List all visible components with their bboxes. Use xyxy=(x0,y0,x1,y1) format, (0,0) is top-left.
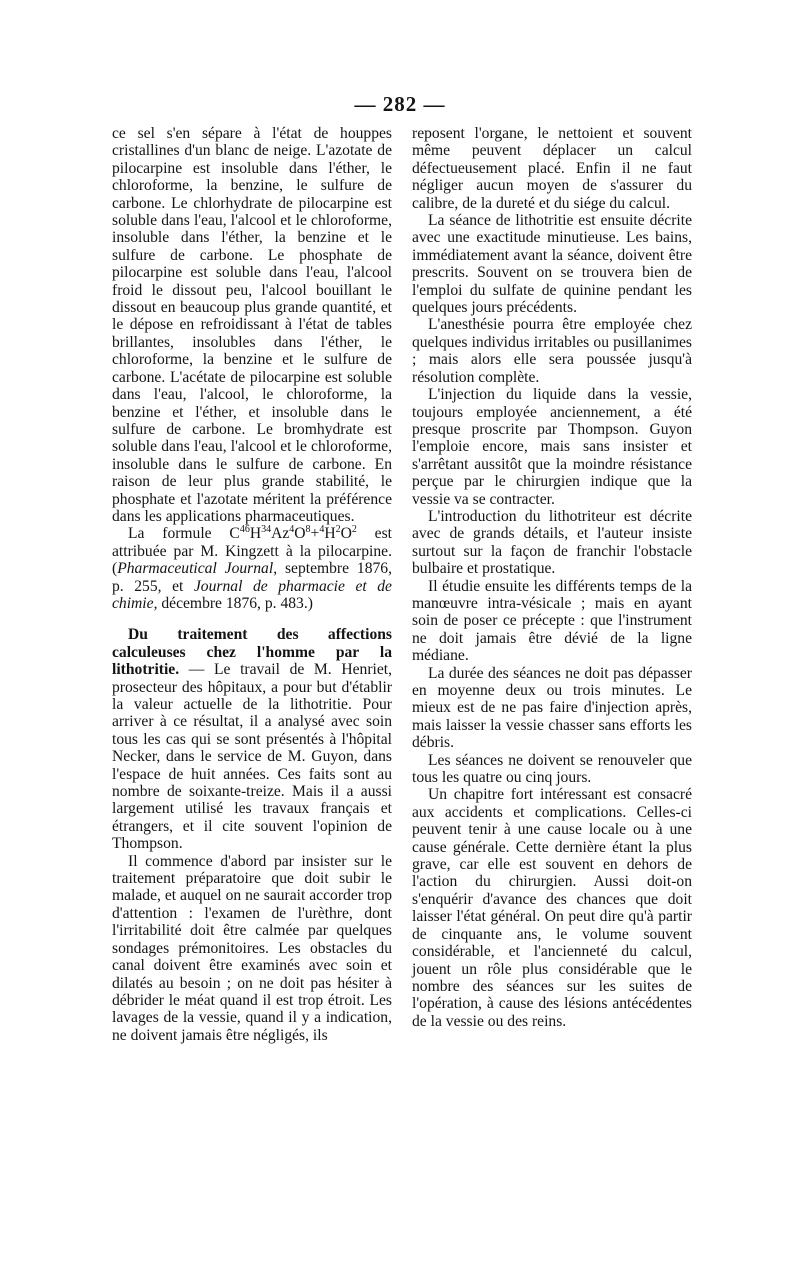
page-number: — 282 — xyxy=(354,92,446,116)
section-title: Du traitement des affections calculeuses chez l'homme par la lithotritie. xyxy=(112,626,392,679)
paragraph-lithotriteur: L'introduction du lithotriteur est décrite avec de grands détails, et l'auteur insiste surtout sur la façon de franchir l'obstacle bulbaire et prostatique. xyxy=(412,507,692,578)
paragraph-manoeuvre: Il étudie ensuite les différents temps de la manœuvre intra-vésicale ; mais en ayant soin de poser ce précepte : que l'instrument ne doit jamais être dévié de la ligne médiane. xyxy=(412,577,692,665)
formula-intro: La formule xyxy=(128,525,230,543)
paragraph-anesthesie: L'anesthésie pourra être employée chez quelques individus irritables ou pusillanimes ; mais alors elle sera poussée jusqu'à résolution complète. xyxy=(412,316,692,386)
paragraph-formula: La formule $C^{46}H^{34}Az^4O^8+^4H^2O^2$ est attribuée par M. Kingzett à la pilocarpine. (Pharmaceutical Journal, septembre 1876, p. 255, et Journal de pharmacie et de chimie, décembre 1876, p. 483.) xyxy=(112,524,392,612)
paragraph-continuation: reposent l'organe, le nettoient et souvent même peuvent déplacer un calcul défectueusement placé. Enfin il ne faut négliger aucun moyen de s'assurer du calibre, de la dureté et du siége du calcul. xyxy=(412,125,692,212)
section-intro: — Le travail de M. Henriet, prosecteur des hôpitaux, a pour but d'établir la valeur actuelle de la lithotritie. Pour arriver à ce résultat, il a analysé avec soin tous les cas qui se sont présentés à l'hôpital Necker, dans le service de M. Guyon, dans l'espace de huit années. Ces faits sont au nombre de soixante-treize. Mais il a aussi largement utilisé les travaux français et étrangers, et il cite souvent l'opinion de Thompson. xyxy=(112,661,392,853)
paragraph-preparation: Il commence d'abord par insister sur le traitement préparatoire que doit subir le malade, et auquel on ne saurait accorder trop d'attention : l'examen de l'urèthre, dont l'irritabilité doit être calmée par quelques sondages prémonitoires. Les obstacles du canal doivent être examinés avec soin et dilatés au besoin ; on ne doit pas hésiter à débrider le méat quand il est trop étroit. Les lavages de la vessie, quand il y a indication, ne doivent jamais être négligés, ils xyxy=(112,852,392,1044)
journal-title: Journal de pharmacie et de chimie xyxy=(112,577,392,612)
paragraph-pilocarpine-salts: ce sel s'en sépare à l'état de houppes cristallines d'un blanc de neige. L'azotate de pilocarpine est insoluble dans l'éther, le chloroforme, la benzine, le sulfure de carbone. Le chlorhydrate de pilocarpine est soluble dans l'eau, l'alcool et le chloroforme, insoluble dans l'éther, la benzine et le sulfure de carbone. Le phosphate de pilocarpine est soluble dans l'eau, l'alcool froid le dissout peu, l'alcool bouillant le dissout en beaucoup plus grande quantité, et le dépose en refroidissant à l'état de tables brillantes, insolubles dans l'éther, le chloroforme, la benzine et le sulfure de carbone. L'acétate de pilocarpine est soluble dans l'eau, l'alcool, le chloroforme, la benzine et l'éther, et insoluble dans le sulfure de carbone. Le bromhydrate est soluble dans l'eau, l'alcool et le chloroforme, insoluble dans le sulfure de carbone. En raison de leur plus grande stabilité, le phosphate et l'azotate méritent la préférence dans les applications pharmaceutiques. xyxy=(112,125,392,525)
paragraph-complications: Un chapitre fort intéressant est consacré aux accidents et complications. Celles-ci peuvent tenir à une cause locale ou à une cause générale. Cette dernière étant la plus grave, car elle est souvent en dehors de l'action du chirurgien. Aussi doit-on s'enquérir d'avance des chances que doit laisser l'état général. On peut dire qu'à partir de cinquante ans, le volume souvent considérable, et l'ancienneté du calcul, jouent un rôle plus considérable que le nombre des séances sur les suites de l'opération, à cause des lésions antécédentes de la vessie ou des reins. xyxy=(412,786,692,1030)
left-column xyxy=(112,125,392,1044)
chemical-formula: $C^{46}H^{34}Az^4O^8+^4H^2O^2$ xyxy=(229,524,357,543)
paragraph-injection: L'injection du liquide dans la vessie, toujours employée anciennement, a été presque proscrite par Thompson. Guyon l'emploie encore, mais sans insister et s'arrêtant aussitôt que la moindre résistance perçue par le chirurgien indique que la vessie va se contracter. xyxy=(412,386,692,508)
paragraph-duree: La durée des séances ne doit pas dépasser en moyenne deux ou trois minutes. Le mieux est de ne pas faire d'injection après, mais laisser la vessie chasser sans efforts les débris. xyxy=(412,664,692,752)
paragraph-frequence: Les séances ne doivent se renouveler que tous les quatre ou cinq jours. xyxy=(412,751,692,787)
right-column xyxy=(412,125,692,1030)
paragraph-seance: La séance de lithotritie est ensuite décrite avec une exactitude minutieuse. Les bains, immédiatement avant la séance, doivent être prescrits. Souvent on se trouvera bien de l'emploi du sulfate de quinine pendant les quelques jours précédents. xyxy=(412,212,692,317)
journal-title: Pharmaceutical Journal xyxy=(117,560,274,578)
section-lithotritie xyxy=(112,626,392,852)
